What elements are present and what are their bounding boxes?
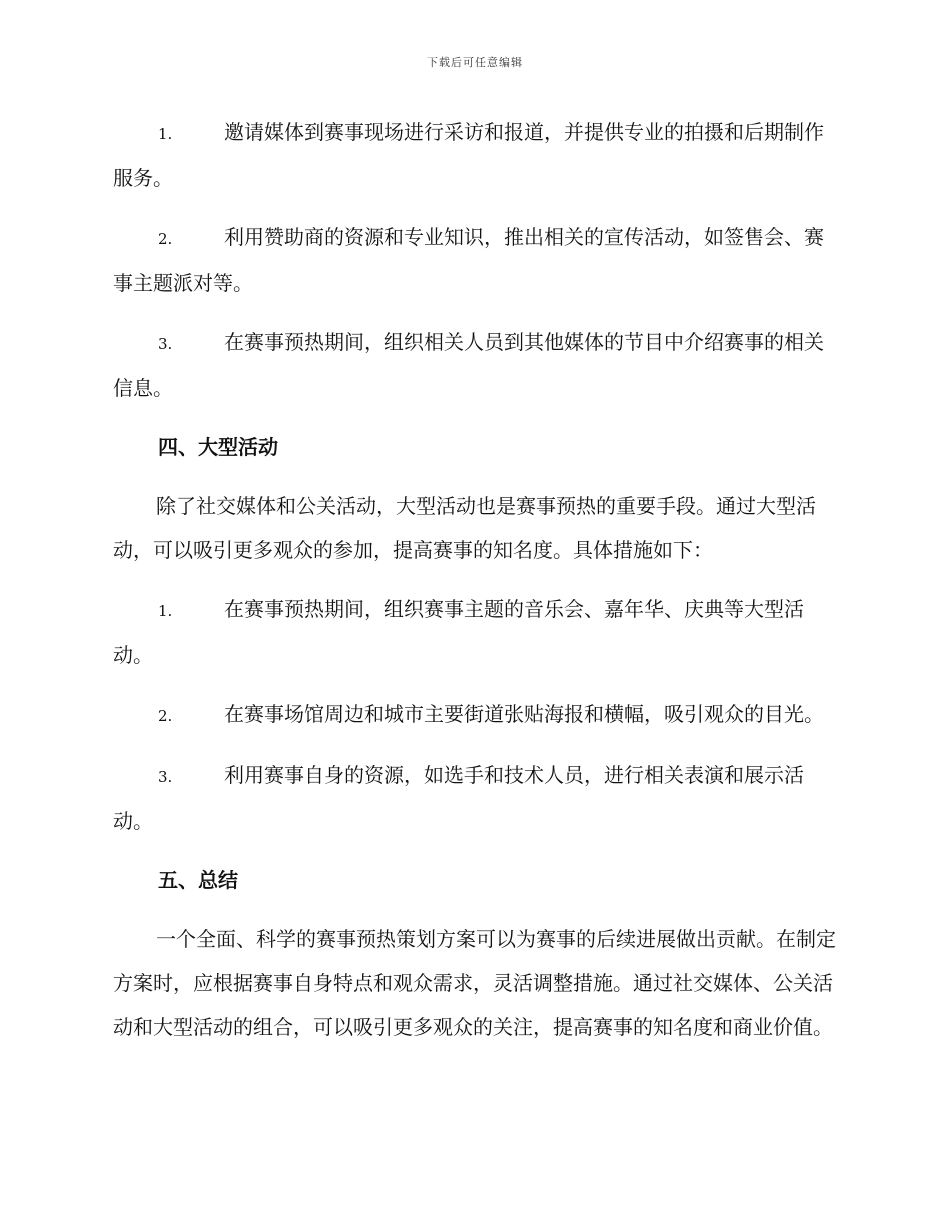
list-number: 2.: [158, 230, 173, 248]
list-number: 1.: [158, 125, 173, 143]
list-text: 利用赞助商的资源和专业知识，推出相关的宣传活动，如签售会、赛事主题派对等。: [113, 225, 824, 295]
list-text: 在赛事场馆周边和城市主要街道张贴海报和横幅，吸引观众的目光。: [224, 702, 824, 726]
document-body: [113, 110, 837, 1064]
section-heading: 五、总结: [158, 868, 238, 892]
list-item: [113, 753, 837, 843]
list-number: 3.: [158, 768, 173, 786]
page-header: 下载后可任意编辑: [427, 56, 523, 69]
paragraph: 一个全面、科学的赛事预热策划方案可以为赛事的后续进展做出贡献。在制定方案时，应根据赛事自身特点和观众需求，灵活调整措施。通过社交媒体、公关活动和大型活动的组合，可以吸引更多观众的关注，提高赛事的知名度和商业价值。: [113, 927, 836, 1039]
list-item: [113, 692, 837, 738]
list-text: 在赛事预热期间，组织相关人员到其他媒体的节目中介绍赛事的相关信息。: [113, 330, 824, 400]
list-number: 3.: [158, 335, 173, 353]
list-text: 在赛事预热期间，组织赛事主题的音乐会、嘉年华、庆典等大型活动。: [113, 597, 804, 667]
list-number: 2.: [158, 707, 173, 725]
list-item: [113, 110, 837, 200]
section-heading: 四、大型活动: [158, 435, 278, 459]
list-item: [113, 587, 837, 677]
list-item: [113, 320, 837, 410]
paragraph: 除了社交媒体和公关活动，大型活动也是赛事预热的重要手段。通过大型活动，可以吸引更多观众的参加，提高赛事的知名度。具体措施如下：: [113, 494, 816, 562]
list-number: 1.: [158, 602, 173, 620]
list-text: 利用赛事自身的资源，如选手和技术人员，进行相关表演和展示活动。: [113, 763, 804, 833]
list-item: [113, 215, 837, 305]
list-text: 邀请媒体到赛事现场进行采访和报道，并提供专业的拍摄和后期制作服务。: [113, 120, 824, 190]
